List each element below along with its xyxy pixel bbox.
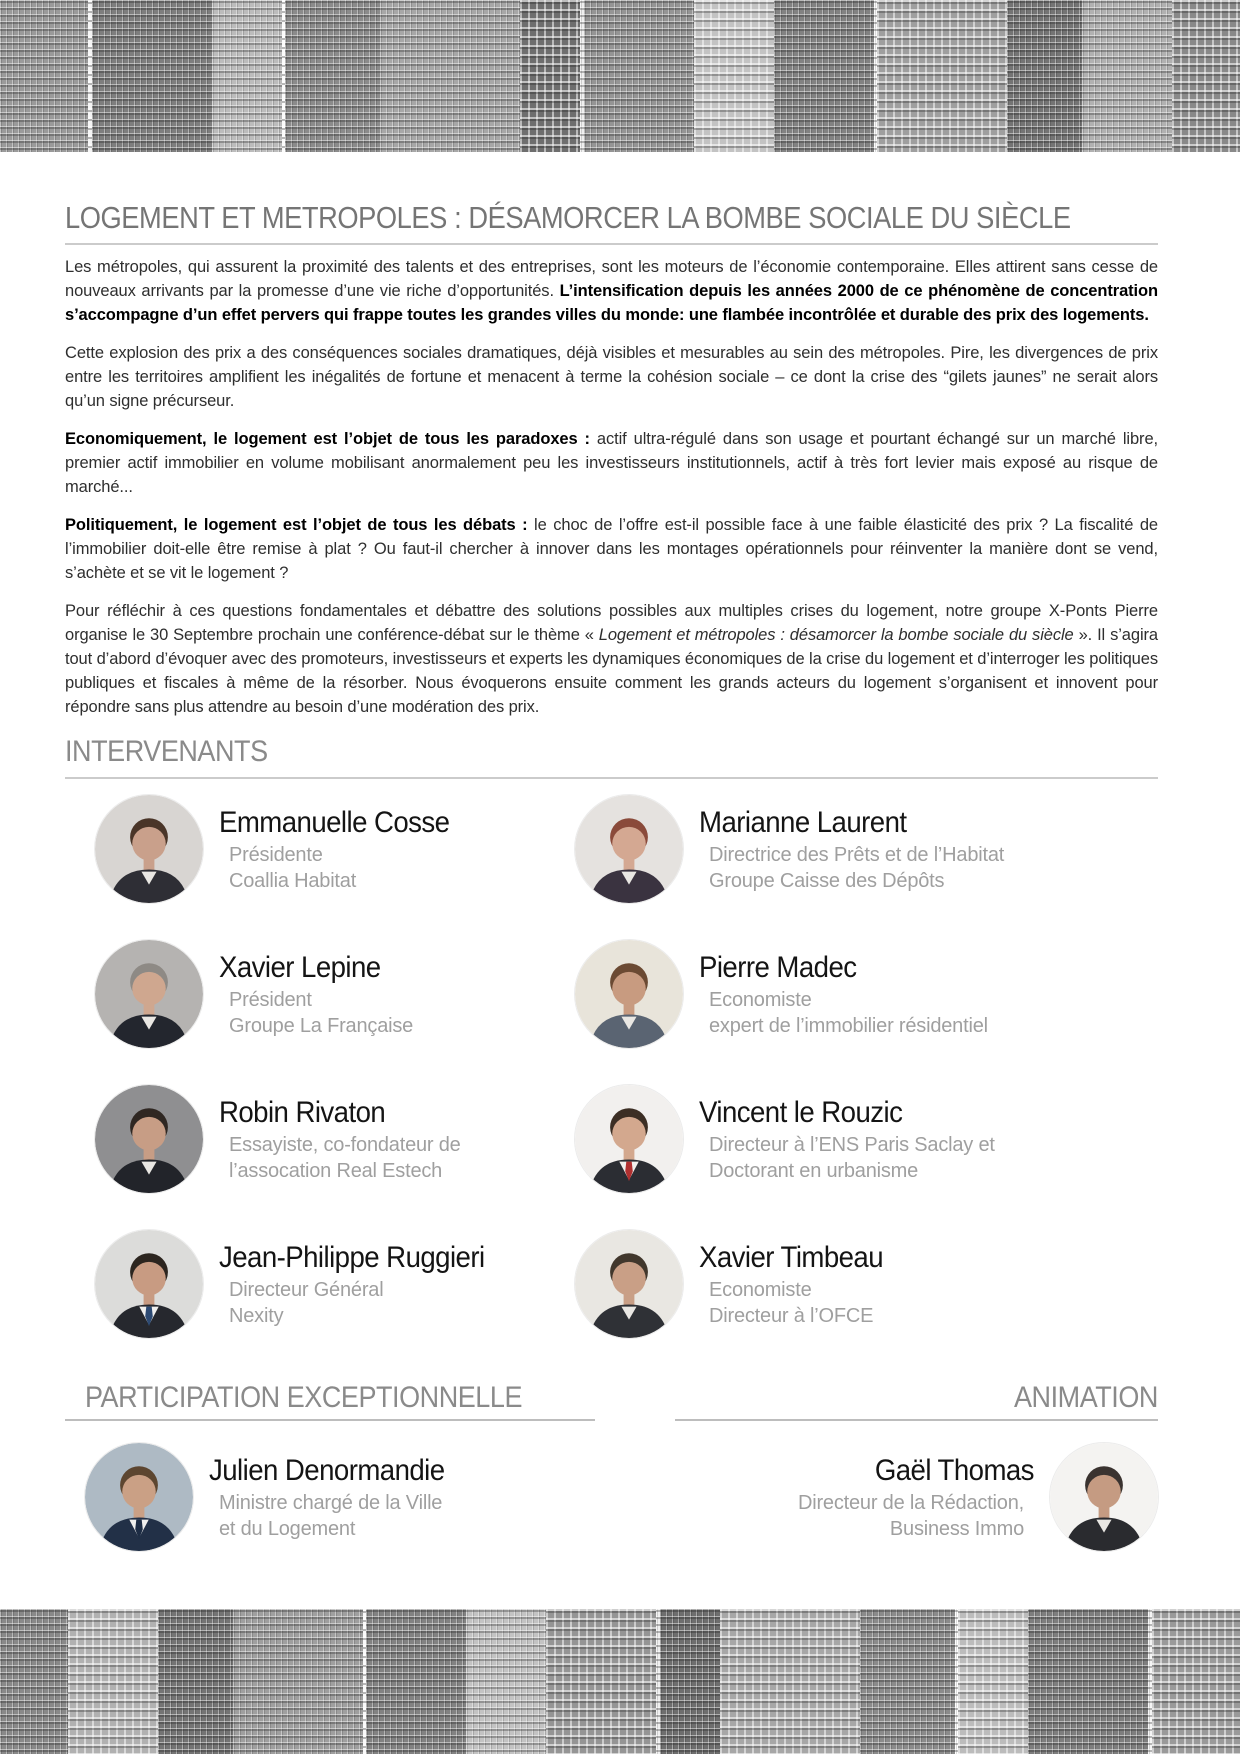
building-tower xyxy=(1007,0,1082,152)
speaker-roles xyxy=(209,1490,465,1543)
speaker-name: Julien Denormandie xyxy=(209,1453,445,1487)
building-tower xyxy=(520,0,580,152)
speaker-roles xyxy=(699,842,1004,895)
speaker-info xyxy=(209,1443,465,1543)
building-tower xyxy=(366,1609,466,1754)
speaker-role-line: Nexity xyxy=(229,1305,284,1328)
intro-paragraph: Politiquement, le logement est l’objet de tous les débats : le choc de l’offre est-il possible face à une faible élasticité des prix ? La fiscalité de l’immobilier doit-elle être remise à plat ? Ou faut-il chercher à innover dans les montages opérationnels pour réinventer la manière dont se vend, s’achète et se vit le logement ? xyxy=(65,515,1158,582)
animation-heading-box xyxy=(675,1381,1158,1421)
speaker-role-line: Economiste xyxy=(709,988,812,1011)
speaker-info xyxy=(219,940,413,1040)
bottom-speakers-row xyxy=(65,1443,1158,1588)
speaker-card xyxy=(575,1443,1158,1551)
speaker-roles xyxy=(219,987,413,1040)
speaker-cell xyxy=(65,795,575,940)
speaker-card xyxy=(95,1230,575,1338)
building-tower xyxy=(774,0,874,152)
speaker-role-line: Groupe Caisse des Dépôts xyxy=(709,870,945,893)
speaker-cell xyxy=(65,1085,575,1230)
speaker-role-line: et du Logement xyxy=(219,1518,356,1541)
speaker-info xyxy=(699,940,988,1040)
intervenants-rule xyxy=(65,777,1158,779)
speaker-card xyxy=(95,1085,575,1193)
speaker-photo xyxy=(575,1230,683,1338)
page-title: LOGEMENT ET METROPOLES : DÉSAMORCER LA BOMBE SOCIALE DU SIÈCLE xyxy=(65,200,1071,235)
speaker-name: Jean-Philippe Ruggieri xyxy=(219,1240,485,1274)
speaker-info xyxy=(219,1230,508,1330)
speaker-name: Xavier Lepine xyxy=(219,950,381,984)
building-tower xyxy=(694,0,774,152)
speaker-roles xyxy=(219,1132,461,1185)
speaker-role-line: Coallia Habitat xyxy=(229,870,357,893)
speaker-info xyxy=(699,1085,995,1185)
speaker-cell xyxy=(575,1230,1158,1375)
building-tower xyxy=(584,0,694,152)
speaker-card xyxy=(85,1443,575,1551)
building-tower xyxy=(1172,0,1240,152)
speaker-cell xyxy=(65,940,575,1085)
speaker-roles xyxy=(798,1490,1034,1543)
building-tower xyxy=(0,0,88,152)
building-tower xyxy=(1082,0,1172,152)
speaker-roles xyxy=(699,1132,995,1185)
speaker-role-line: Directeur à l’OFCE xyxy=(709,1305,874,1328)
speaker-photo xyxy=(1050,1443,1158,1551)
speaker-photo xyxy=(575,795,683,903)
document-body xyxy=(0,202,1240,1588)
speaker-photo xyxy=(85,1443,193,1551)
speaker-name: Marianne Laurent xyxy=(699,805,907,839)
speaker-role-line: Directeur de la Rédaction, xyxy=(797,1491,1024,1514)
speaker-card xyxy=(95,795,575,903)
participation-heading: PARTICIPATION EXCEPTIONNELLE xyxy=(85,1380,523,1414)
speaker-cell xyxy=(65,1230,575,1375)
speaker-role-line: Présidente xyxy=(229,843,323,866)
speaker-card xyxy=(575,1230,1158,1338)
speaker-name: Vincent le Rouzic xyxy=(699,1095,903,1129)
intro-paragraph: Pour réfléchir à ces questions fondamentales et débattre des solutions possibles aux multiples crises du logement, notre groupe X-Ponts Pierre organise le 30 Septembre prochain une conférence-débat sur le thème « Logement et métropoles : désamorcer la bombe sociale du siècle ». Il s’agira tout d’abord d’évoquer avec des promoteurs, investisseurs et experts les dynamiques économiques de la crise du logement et d’interroger les politiques publiques et fiscales à même de la résorber. Nous évoquerons ensuite comment les grands acteurs du logement s’organisent et innovent pour répondre sans plus attendre au besoin d’une modération des prix. xyxy=(65,601,1158,716)
speaker-info xyxy=(699,795,1004,895)
animation-heading: ANIMATION xyxy=(1014,1380,1158,1414)
intro-paragraph: Economiquement, le logement est l’objet de tous les paradoxes : actif ultra-régulé dans son usage et pourtant échangé sur un marché libre, premier actif immobilier en volume mobilisant anormalement peu les investisseurs institutionnels, actif à très fort levier mais exposé au risque de marché... xyxy=(65,429,1159,496)
speaker-card xyxy=(575,795,1158,903)
speaker-cell xyxy=(575,940,1158,1085)
building-tower xyxy=(1028,1609,1148,1754)
speaker-info xyxy=(219,795,470,895)
building-tower xyxy=(860,1609,955,1754)
building-tower xyxy=(68,1609,158,1754)
building-tower xyxy=(546,1609,656,1754)
speaker-role-line: Groupe La Française xyxy=(229,1015,414,1038)
building-tower xyxy=(958,1609,1028,1754)
intro-paragraph: Les métropoles, qui assurent la proximité des talents et des entreprises, sont les moteurs de l’économie contemporaine. Elles attirent sans cesse de nouveaux arrivants par la promesse d’une vie riche d’opportunités. L’intensification depuis les années 2000 de ce phénomène de concentration s’accompagne d’un effet pervers qui frappe toutes les grandes villes du monde: une flambée incontrôlée et durable des prix des logements. xyxy=(65,257,1158,324)
speaker-name: Robin Rivaton xyxy=(219,1095,386,1129)
speaker-photo xyxy=(95,1230,203,1338)
speaker-roles xyxy=(219,1277,508,1330)
speaker-role-line: Essayiste, co-fondateur de xyxy=(229,1133,461,1156)
participation-heading-box xyxy=(65,1381,595,1421)
building-tower xyxy=(1152,1609,1240,1754)
speaker-role-line: Directrice des Prêts et de l’Habitat xyxy=(709,843,1005,866)
speaker-card xyxy=(95,940,575,1048)
speaker-name: Pierre Madec xyxy=(699,950,857,984)
speaker-name: Xavier Timbeau xyxy=(699,1240,884,1274)
speaker-photo xyxy=(95,795,203,903)
speaker-role-line: Directeur à l’ENS Paris Saclay et xyxy=(709,1133,995,1156)
speaker-name: Gaël Thomas xyxy=(874,1453,1034,1487)
intro-paragraphs xyxy=(65,255,1158,719)
building-tower xyxy=(466,1609,546,1754)
building-tower xyxy=(212,0,282,152)
bottom-headings xyxy=(65,1381,1158,1421)
intro-paragraph: Cette explosion des prix a des conséquences sociales dramatiques, déjà visibles et mesurables au sein des métropoles. Pire, les divergences de prix entre les territoires amplifient les inégalités de fortune et menacent à terme la cohésion sociale – ce dont la crise des “gilets jaunes” ne serait alors qu’un signe précurseur. xyxy=(65,343,1158,410)
building-tower xyxy=(877,0,1007,152)
building-tower xyxy=(0,1609,68,1754)
speaker-role-line: l’assocation Real Estech xyxy=(229,1160,443,1183)
intervenants-heading: INTERVENANTS xyxy=(65,734,268,768)
speaker-roles xyxy=(699,1277,899,1330)
special-guest-cell xyxy=(65,1443,575,1588)
speaker-card xyxy=(575,1085,1158,1193)
host-cell xyxy=(575,1443,1158,1588)
building-tower xyxy=(660,1609,720,1754)
speaker-role-line: Doctorant en urbanisme xyxy=(709,1160,919,1183)
speaker-photo xyxy=(575,1085,683,1193)
speaker-role-line: Business Immo xyxy=(889,1518,1024,1541)
title-rule xyxy=(65,243,1158,245)
speaker-role-line: Directeur Général xyxy=(229,1278,384,1301)
building-tower xyxy=(158,1609,233,1754)
speaker-photo xyxy=(95,940,203,1048)
city-photo-strip-top xyxy=(0,0,1240,152)
speaker-roles xyxy=(699,987,988,1040)
speaker-role-line: Ministre chargé de la Ville xyxy=(219,1491,443,1514)
speaker-photo xyxy=(95,1085,203,1193)
city-photo-strip-bottom xyxy=(0,1609,1240,1754)
building-tower xyxy=(380,0,520,152)
speaker-cell xyxy=(575,1085,1158,1230)
building-tower xyxy=(720,1609,860,1754)
speakers-grid xyxy=(65,795,1158,1375)
speaker-role-line: expert de l’immobilier résidentiel xyxy=(709,1015,988,1038)
speaker-photo xyxy=(575,940,683,1048)
speaker-info xyxy=(699,1230,899,1330)
speaker-roles xyxy=(219,842,470,895)
building-tower xyxy=(285,0,380,152)
speaker-role-line: Président xyxy=(229,988,312,1011)
building-tower xyxy=(92,0,212,152)
building-tower xyxy=(233,1609,363,1754)
speaker-info xyxy=(798,1443,1034,1543)
speaker-role-line: Economiste xyxy=(709,1278,812,1301)
speaker-cell xyxy=(575,795,1158,940)
speaker-name: Emmanuelle Cosse xyxy=(219,805,450,839)
speaker-info xyxy=(219,1085,461,1185)
speaker-card xyxy=(575,940,1158,1048)
